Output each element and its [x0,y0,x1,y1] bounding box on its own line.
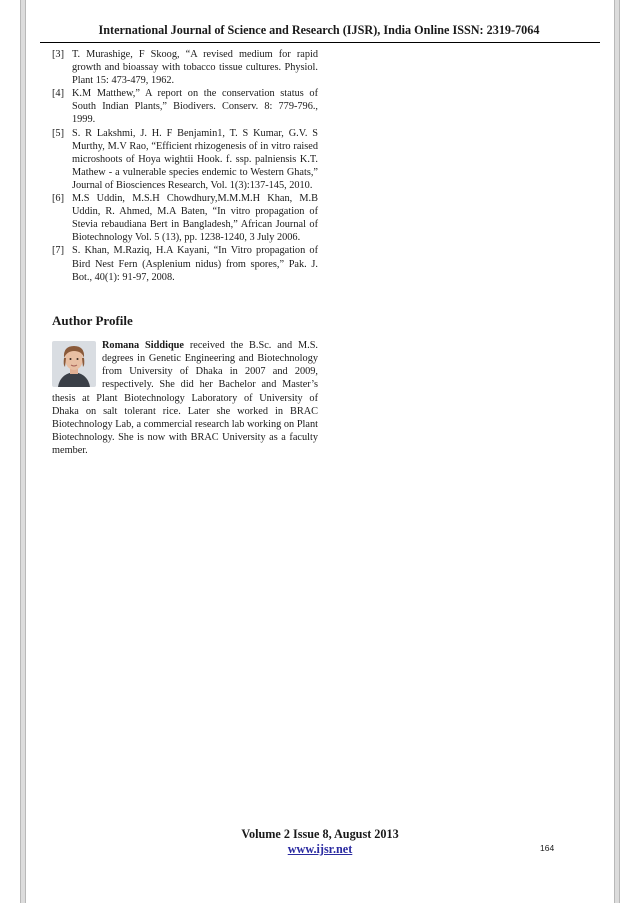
reference-number: [7] [52,245,65,257]
author-bio: received the B.Sc. and M.S. degrees in Genetic Engineering and Biotechnology from University of Dhaka in 2007 and 2009, respectively. She did her Bachelor and Master’s thesis at Plant Biotechnology Laboratory of University of Dhaka on salt tolerant rice. Later she worked in BRAC Biotechnology Lab, a commercial research lab working on Plant Biotechnology. She is now with BRAC University as a faculty member. [52,340,318,457]
reference-number: [5] [52,127,65,139]
reference-text: T. Murashige, F Skoog, “A revised medium for rapid growth and bioassay with tobacco tissue cultures. Physiol. Plant 15: 473-479, 1962. [72,49,318,87]
reference-text: M.S Uddin, M.S.H Chowdhury,M.M.M.H Khan, M.B Uddin, R. Ahmed, M.A Baten, “In vitro propagation of Stevia rebaudiana Bert in Bangladesh,” African Journal of Biotechnology Vol. 5 (13), pp. 1238-1240, 3 July 2006. [72,193,318,244]
header-rule [40,42,600,43]
reference-number: [3] [52,49,65,60]
reference-item [52,48,318,87]
page-number: 164 [540,843,555,853]
reference-list [52,48,318,284]
reference-text: K.M Matthew,” A report on the conservation status of South Indian Plants,” Biodivers. Conserv. 8: 779-796., 1999. [72,88,318,126]
left-page-border [20,0,26,903]
reference-text: S. Khan, M.Raziq, H.A Kayani, “In Vitro propagation of Bird Nest Fern (Asplenium nidus) from spores,” Pak. J. Bot., 40(1): 91-97, 2008. [72,245,318,283]
reference-number: [4] [52,88,65,100]
footer-volume: Volume 2 Issue 8, August 2013 [241,827,399,841]
author-name: Romana Siddique [102,340,184,351]
reference-number: [6] [52,193,65,205]
reference-item [52,87,318,126]
author-profile [52,339,318,457]
reference-text: S. R Lakshmi, J. H. F Benjamin1, T. S Kumar, G.V. S Murthy, M.V Rao, “Efficient rhizogenesis of in vitro raised microshoots of Hoya wightii Hook. f. ssp. palniensis K.T. Mathew - a vulnerable species endemic to Western Ghats,” Journal of Biosciences Research, Vol. 1(3):137-145, 2010. [72,127,318,191]
reference-item [52,244,318,283]
reference-item [52,192,318,244]
author-profile-heading: Author Profile [52,313,133,328]
journal-header: International Journal of Science and Research (IJSR), India Online ISSN: 2319-7064 [98,23,540,37]
reference-item [52,127,318,192]
footer-website-link[interactable]: www.ijsr.net [287,842,353,856]
author-photo [52,341,96,387]
right-page-border [614,0,620,903]
